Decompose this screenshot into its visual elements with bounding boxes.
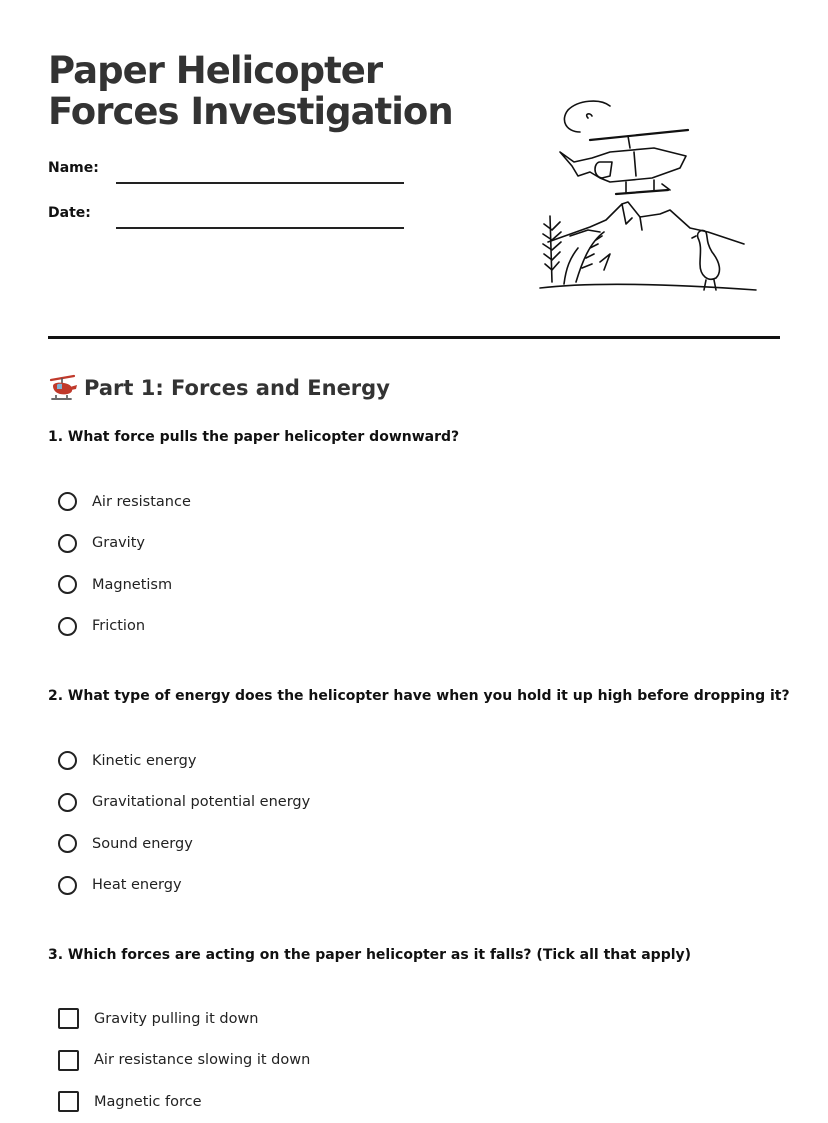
date-field-line[interactable]: [116, 227, 404, 229]
radio-button[interactable]: [58, 876, 77, 895]
question-3-options: [58, 998, 310, 1123]
option-label: Magnetic force: [94, 1093, 202, 1110]
option-label: Kinetic energy: [92, 752, 197, 769]
radio-button[interactable]: [58, 834, 77, 853]
option-label: Gravity pulling it down: [94, 1010, 259, 1027]
date-label: Date:: [48, 205, 91, 221]
question-2-option[interactable]: [58, 740, 310, 782]
question-2-option[interactable]: [58, 823, 310, 865]
question-3-option[interactable]: [58, 998, 310, 1040]
option-label: Air resistance: [92, 493, 191, 510]
radio-button[interactable]: [58, 492, 77, 511]
name-label: Name:: [48, 160, 99, 176]
question-2-text: 2. What type of energy does the helicopter have when you hold it up high before dropping it?: [48, 688, 790, 704]
name-field-line[interactable]: [116, 182, 404, 184]
question-2-option[interactable]: [58, 782, 310, 824]
radio-button[interactable]: [58, 793, 77, 812]
question-2-option[interactable]: [58, 865, 310, 907]
part1-heading: [48, 374, 390, 402]
question-3-option[interactable]: [58, 1081, 310, 1123]
option-label: Heat energy: [92, 877, 182, 894]
name-field-row: [48, 160, 404, 176]
option-label: Magnetism: [92, 576, 173, 593]
helicopter-illustration: [530, 92, 760, 297]
question-3-text: 3. Which forces are acting on the paper helicopter as it falls? (Tick all that apply): [48, 947, 692, 963]
question-1-option[interactable]: [58, 606, 191, 648]
checkbox[interactable]: [58, 1050, 79, 1071]
page-title: Paper Helicopter Forces Investigation: [48, 49, 453, 133]
question-3-option[interactable]: [58, 1040, 310, 1082]
date-field-row: [48, 205, 404, 221]
option-label: Gravitational potential energy: [92, 794, 311, 811]
radio-button[interactable]: [58, 534, 77, 553]
option-label: Gravity: [92, 535, 145, 552]
checkbox[interactable]: [58, 1008, 79, 1029]
checkbox[interactable]: [58, 1091, 79, 1112]
option-label: Friction: [92, 618, 146, 635]
option-label: Sound energy: [92, 835, 193, 852]
option-label: Air resistance slowing it down: [94, 1052, 311, 1069]
section-divider: [48, 336, 780, 339]
question-2-options: [58, 740, 310, 906]
radio-button[interactable]: [58, 751, 77, 770]
question-1-options: [58, 481, 191, 647]
question-1-option[interactable]: [58, 481, 191, 523]
radio-button[interactable]: [58, 575, 77, 594]
radio-button[interactable]: [58, 617, 77, 636]
question-1-text: 1. What force pulls the paper helicopter downward?: [48, 429, 460, 445]
question-1-option[interactable]: [58, 564, 191, 606]
question-1-option[interactable]: [58, 523, 191, 565]
part1-heading-text: Part 1: Forces and Energy: [84, 376, 390, 400]
helicopter-icon: [48, 374, 78, 402]
